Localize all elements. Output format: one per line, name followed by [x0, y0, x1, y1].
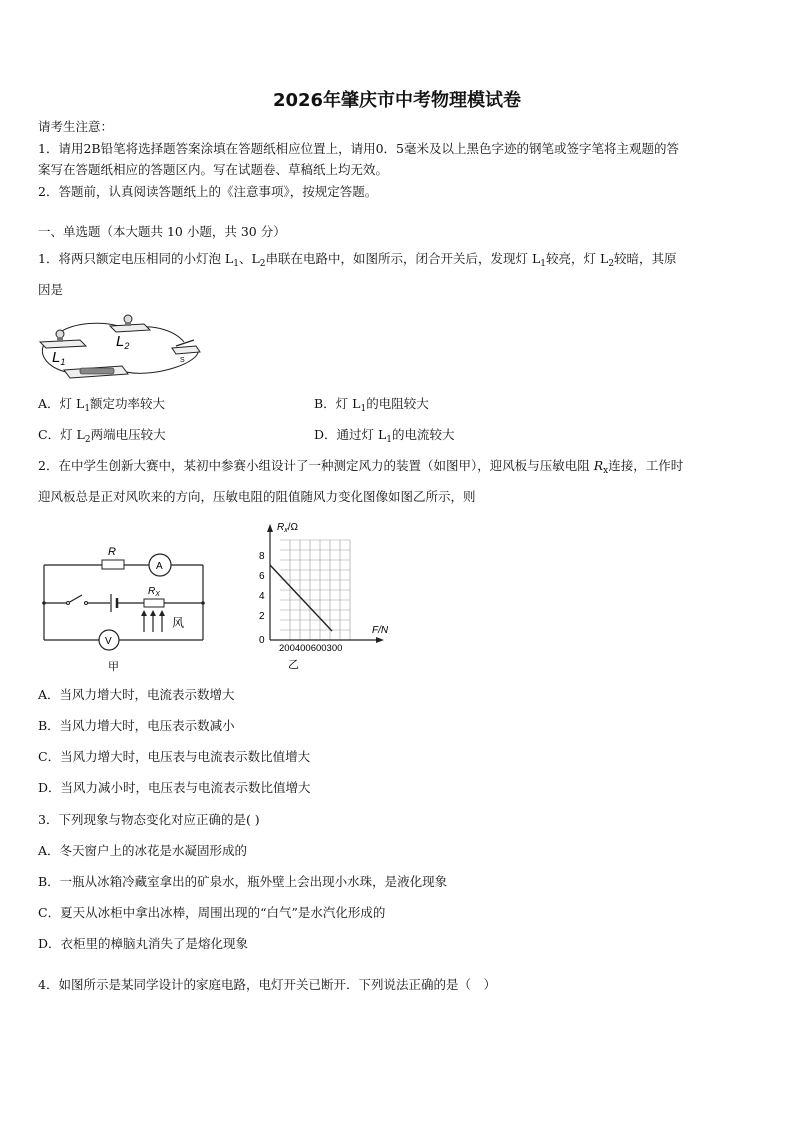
q2-graph-grid [280, 540, 350, 640]
q2-option-c: C．当风力增大时，电压表与电流表示数比值增大 [38, 749, 311, 764]
q2-figure-jia-caption: 甲 [108, 661, 119, 673]
voltmeter-icon: V [105, 636, 112, 647]
notice-item-1-line-2: 案写在答题纸相应的答题区内。写在试题卷、草稿纸上均无效。 [38, 162, 389, 177]
q1-option-c: C．灯 $L_2$两端电压较大 [38, 427, 166, 445]
q1-l1-label: $L_1$ [52, 349, 66, 367]
section-heading: 一、单选题（本大题共 10 小题，共 30 分） [38, 224, 286, 239]
q2-stem: 2．在中学生创新大赛中，某初中参赛小组设计了一种测定风力的装置（如图甲），迎风板与压敏电阻 $R_x$连接，工作时 [38, 458, 684, 476]
q2-option-b: B．当风力增大时，电压表示数减小 [38, 718, 235, 733]
q4-stem: 4．如图所示是某同学设计的家庭电路，电灯开关已断开．下列说法正确的是（ ） [38, 977, 496, 992]
notice-item-1-line-1: 1．请用2B铅笔将选择题答案涂填在答题纸相应位置上，请用0．5毫米及以上黑色字迹的钢笔或签字笔将主观题的答 [38, 141, 679, 156]
q2-graph-ytick: 6 [259, 571, 265, 582]
q2-resistor-rx-label: $R_X$ [148, 586, 160, 598]
q3-option-c: C．夏天从冰柜中拿出冰棒，周围出现的“白气”是水汽化形成的 [38, 905, 386, 920]
q1-option-d: D．通过灯 $L_1$的电流较大 [314, 427, 455, 445]
q1-option-b: B．灯 $L_1$的电阻较大 [314, 396, 429, 414]
q3-option-b: B．一瓶从冰箱冷藏室拿出的矿泉水，瓶外壁上会出现小水珠，是液化现象 [38, 874, 448, 889]
notice-item-2: 2．答题前，认真阅读答题纸上的《注意事项》，按规定答题。 [38, 184, 378, 199]
q3-option-d: D．衣柜里的樟脑丸消失了是熔化现象 [38, 936, 249, 951]
notice-heading: 请考生注意： [38, 119, 114, 134]
q1-stem: 1．将两只额定电压相同的小灯泡 $L_1$、$L_2$串联在电路中，如图所示，闭合开关后，发现灯 $L_1$较亮，灯 $L_2$较暗，其原 [38, 251, 677, 269]
q2-graph-ytick: 8 [259, 551, 265, 562]
q2-graph-line [270, 565, 332, 631]
q2-graph-ytick: 2 [259, 611, 265, 622]
q3-stem: 3．下列现象与物态变化对应正确的是( ) [38, 812, 260, 827]
q2-graph-y-axis-label: $R_x/\Omega$ [277, 522, 298, 534]
q2-resistor-r-label: R [108, 546, 116, 558]
q1-stem-line-2: 因是 [38, 282, 64, 297]
q2-graph-yi [252, 518, 400, 674]
q1-switch-label: S [180, 357, 185, 364]
q2-option-d: D．当风力减小时，电压表与电流表示数比值增大 [38, 780, 311, 795]
q1-l2-label: $L_2$ [116, 333, 130, 351]
q2-wind-label: 风 [172, 616, 185, 630]
q2-circuit-figure-jia [36, 540, 212, 674]
page-title: 2026年肇庆市中考物理模试卷 [272, 90, 522, 111]
q2-option-a: A．当风力增大时，电流表示数增大 [38, 687, 235, 702]
ammeter-icon: A [156, 561, 163, 572]
q3-option-a: A．冬天窗户上的冰花是水凝固形成的 [38, 843, 248, 858]
q1-option-a: A．灯 $L_1$额定功率较大 [38, 396, 166, 414]
q1-circuit-figure [36, 312, 208, 384]
q2-graph-x-axis-label: F/N [372, 625, 389, 636]
q2-figure-yi-caption: 乙 [288, 659, 299, 671]
q2-stem-line-2: 迎风板总是正对风吹来的方向，压敏电阻的阻值随风力变化图像如图乙所示，则 [38, 489, 476, 504]
q2-graph-ytick: 4 [259, 591, 265, 602]
q2-graph-ytick: 0 [259, 635, 265, 646]
q2-graph-xticks: 200400600300 [279, 643, 343, 654]
